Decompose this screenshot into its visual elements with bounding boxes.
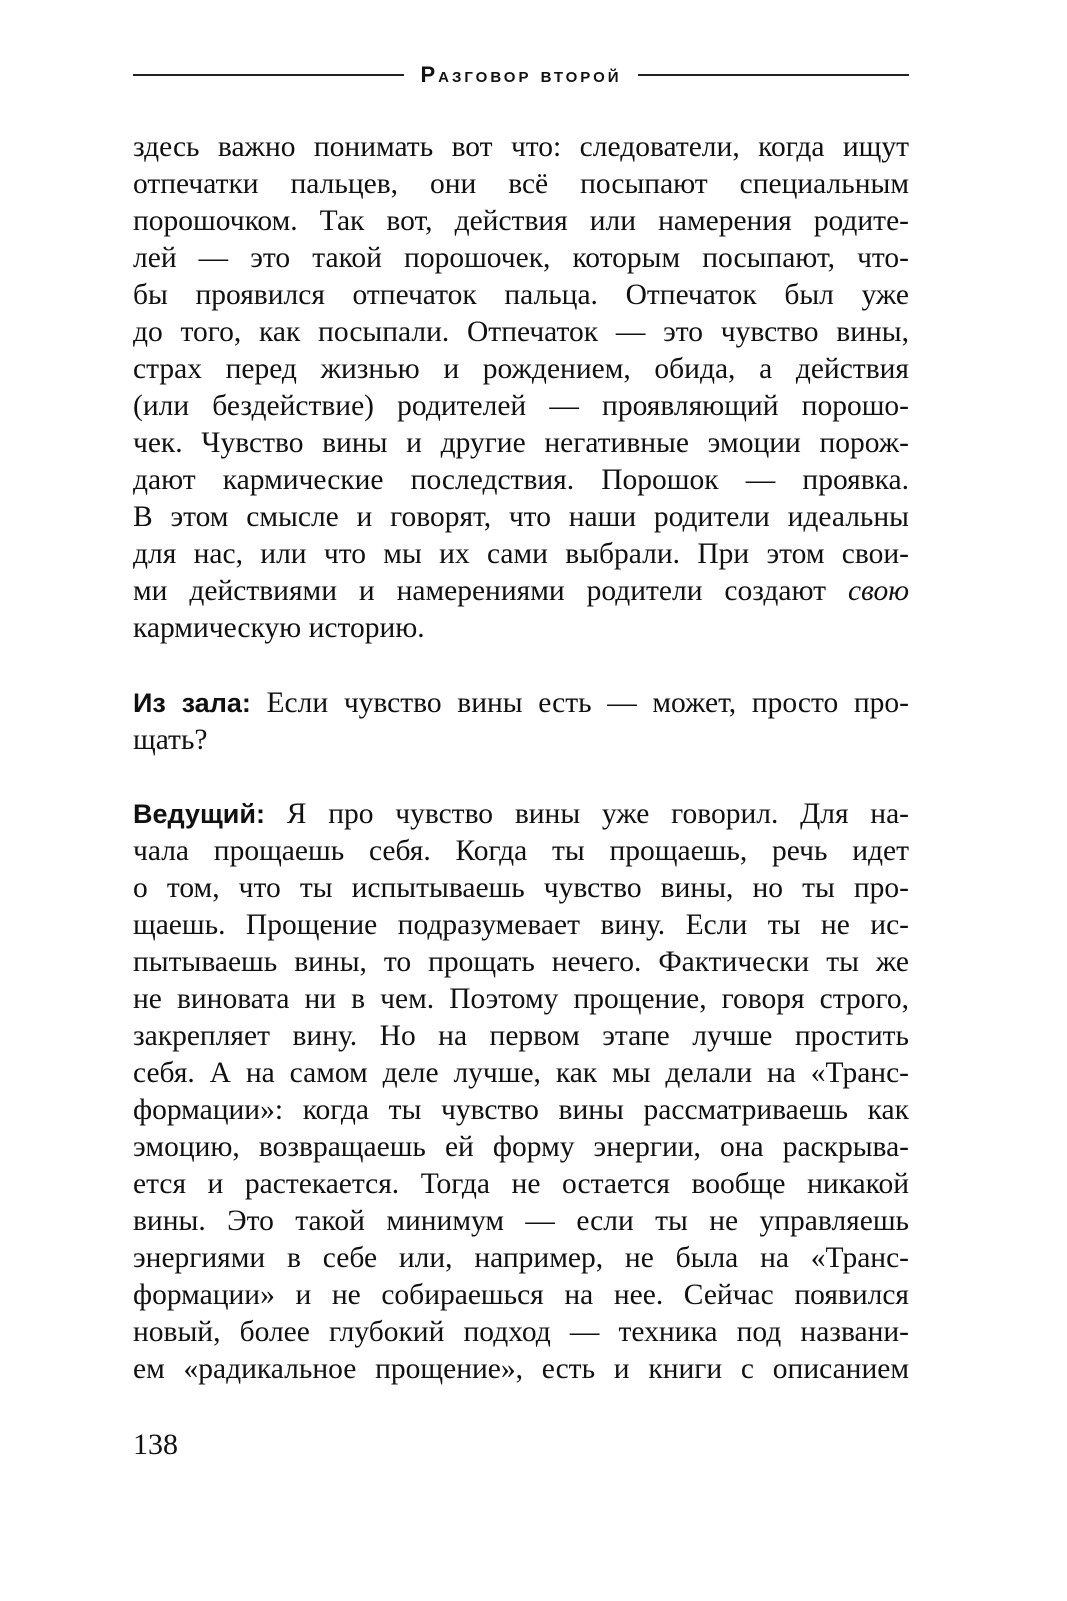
text-line-with-speaker bbox=[133, 685, 909, 722]
text-segment: Я про чувство вины уже говорил. Для на- bbox=[286, 798, 909, 830]
paragraph-1 bbox=[133, 129, 909, 647]
text-line: для нас, или что мы их сами выбрали. При этом свои- bbox=[133, 538, 909, 570]
text-line: формации»: когда ты чувство вины рассматриваешь как bbox=[133, 1094, 909, 1126]
text-line: не виновата ни в чем. Поэтому прощение, говоря строго, bbox=[133, 983, 909, 1015]
text-line: новый, более глубокий подход — техника под названи- bbox=[133, 1316, 909, 1348]
text-line: страх перед жизнью и рождением, обида, а действия bbox=[133, 353, 909, 385]
text-line: чек. Чувство вины и другие негативные эмоции порож- bbox=[133, 427, 909, 459]
text-line: энергиями в себе или, например, не была на «Транс- bbox=[133, 1242, 909, 1274]
text-line: закрепляет вину. Но на первом этапе лучше простить bbox=[133, 1020, 909, 1052]
speaker-label-host: Ведущий: bbox=[133, 799, 265, 829]
text-line: о том, что ты испытываешь чувство вины, но ты про- bbox=[133, 872, 909, 904]
text-line-with-emphasis bbox=[133, 573, 909, 610]
running-head bbox=[133, 62, 909, 88]
text-line: порошочком. Так вот, действия или намерения родите- bbox=[133, 205, 909, 237]
text-line: дают кармические последствия. Порошок — проявка. bbox=[133, 464, 909, 496]
paragraph-3 bbox=[133, 796, 909, 1388]
text-line: эмоцию, возвращаешь ей форму энергии, она раскрыва- bbox=[133, 1131, 909, 1163]
text-line: щаешь. Прощение подразумевает вину. Если ты не ис- bbox=[133, 909, 909, 941]
text-line: до того, как посыпали. Отпечаток — это чувство вины, bbox=[133, 316, 909, 348]
text-line: В этом смысле и говорят, что наши родители идеальны bbox=[133, 501, 909, 533]
text-line: кармическую историю. bbox=[133, 612, 425, 644]
running-head-title: Разговор второй bbox=[420, 62, 622, 87]
text-line: себя. А на самом деле лучше, как мы делали на «Транс- bbox=[133, 1057, 909, 1089]
text-line: пытываешь вины, то прощать нечего. Фактически ты же bbox=[133, 946, 909, 978]
text-line: ется и растекается. Тогда не остается вообще никакой bbox=[133, 1168, 909, 1200]
paragraph-2 bbox=[133, 685, 909, 759]
text-line: отпечатки пальцев, они всё посыпают специальным bbox=[133, 168, 909, 200]
text-line: (или бездействие) родителей — проявляющий порошо- bbox=[133, 390, 909, 422]
text-segment: ми действиями и намерениями родители создают bbox=[133, 575, 827, 607]
text-line: щать? bbox=[133, 724, 208, 756]
text-line: здесь важно понимать вот что: следователи, когда ищут bbox=[133, 131, 909, 163]
header-rule-left bbox=[133, 74, 404, 76]
text-line-with-speaker bbox=[133, 796, 909, 833]
speaker-label-audience: Из зала: bbox=[133, 688, 251, 718]
emphasis-word: свою bbox=[847, 575, 909, 607]
text-line: бы проявился отпечаток пальца. Отпечаток был уже bbox=[133, 279, 909, 311]
text-line: ем «радикальное прощение», есть и книги с описанием bbox=[133, 1353, 909, 1385]
text-line: вины. Это такой минимум — если ты не управляешь bbox=[133, 1205, 909, 1237]
header-rule-right bbox=[638, 74, 909, 76]
text-line: формации» и не собираешься на нее. Сейчас появился bbox=[133, 1279, 909, 1311]
text-segment: Если чувство вины есть — может, просто про- bbox=[266, 687, 909, 719]
text-line: чала прощаешь себя. Когда ты прощаешь, речь идет bbox=[133, 835, 909, 867]
text-line: лей — это такой порошочек, которым посыпают, что- bbox=[133, 242, 909, 274]
page-number: 138 bbox=[133, 1428, 178, 1461]
